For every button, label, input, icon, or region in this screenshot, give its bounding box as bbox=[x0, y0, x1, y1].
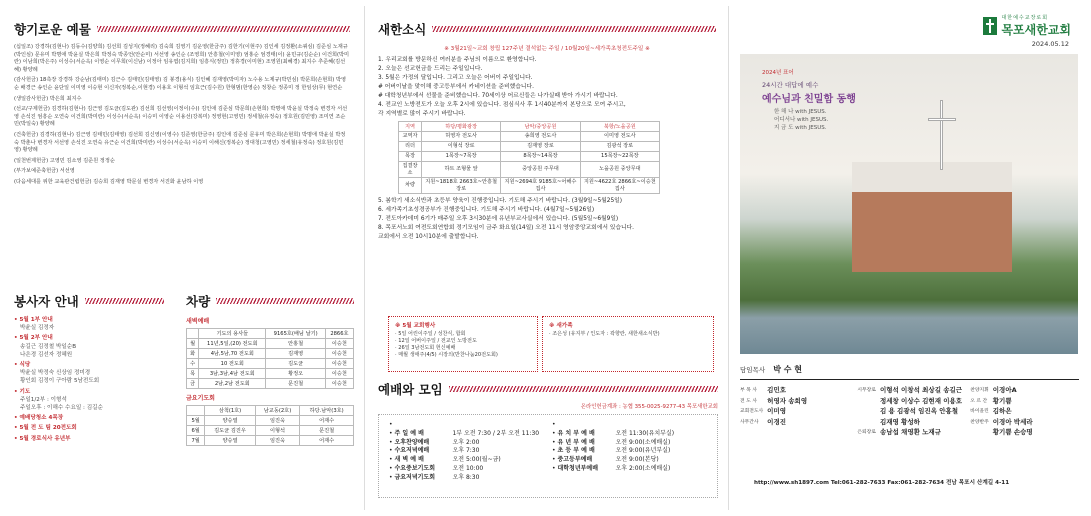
table-cell: 김도균 김진우 bbox=[205, 426, 255, 436]
table-cell: 김도균 bbox=[266, 359, 325, 369]
offerings-header bbox=[14, 20, 350, 38]
staff-role: 찬양반주 bbox=[970, 419, 989, 425]
table-header-cell: 2866호 bbox=[325, 329, 353, 339]
staff-role: 찬양지휘 bbox=[970, 388, 989, 393]
worship-time: 오전 9:00(본당) bbox=[615, 456, 659, 464]
title-stripe bbox=[432, 26, 716, 32]
volunteer-heading: • 식당 bbox=[14, 361, 164, 369]
news-item: # 대학청년부에서 선물을 준비했습니다. 70세이상 어르신들은 나가실때 받아 가시기 바랍니다. bbox=[378, 93, 618, 99]
volunteer-heading: • 예배당청소 4목장 bbox=[14, 414, 164, 422]
table-header-row bbox=[399, 122, 660, 132]
table-cell: 6월 bbox=[187, 426, 205, 436]
worship-item bbox=[552, 447, 707, 456]
table-row bbox=[187, 369, 354, 379]
staff-names: 이경진 bbox=[767, 417, 787, 426]
news-highlight: ※ 3월21일~교회 창립 127주년 결석없는 주일 / 10월20일~세가족초청전도주일 ※ bbox=[444, 46, 650, 52]
table-cell: 5월 bbox=[187, 416, 205, 426]
news-item: 2. 오늘은 선교헌금을 드리는 주일입니다. bbox=[378, 66, 483, 72]
staff-role: 교회전도사 bbox=[740, 409, 764, 414]
volunteers-section bbox=[14, 292, 164, 443]
news-item: 6. 세가족기초성경공부가 진행중입니다. 기도해 주시기 바랍니다. (4월7일~5월26일) bbox=[378, 207, 595, 213]
table-header-cell: 하당/평화광장 bbox=[421, 122, 500, 132]
staff-names: 김재영 황성하 bbox=[879, 417, 920, 426]
pastor-name: 박 수 현 bbox=[773, 365, 802, 374]
news-item: 4. 전교인 노방전도가 오늘 오후 2시에 있습니다. 점심식사 후 1시40분까지 본당으로 모여 주시고, bbox=[378, 102, 626, 108]
table-row bbox=[399, 142, 660, 152]
title-stripe bbox=[449, 386, 718, 392]
events-title: ※ 5월 교회행사 bbox=[395, 323, 436, 329]
divider bbox=[728, 6, 729, 510]
offerings-list bbox=[14, 44, 350, 187]
table-cell: 임진욱 bbox=[255, 436, 300, 446]
table-cell: 화 bbox=[187, 349, 199, 359]
table-cell: 이승천 bbox=[325, 339, 353, 349]
worship-name: 오후찬양예배 bbox=[394, 438, 430, 446]
table-cell: 김재영 bbox=[266, 349, 325, 359]
table-row bbox=[399, 152, 660, 162]
table-cell: 이승천 bbox=[325, 379, 353, 389]
table-row bbox=[187, 339, 354, 349]
table-cell: 이형석 장로 bbox=[421, 142, 500, 152]
table-cell: 문진철 bbox=[266, 379, 325, 389]
table-cell: 노을공원 중앙무대 bbox=[580, 162, 659, 178]
volunteer-heading: • 5월 경로식사 유년부 bbox=[14, 435, 164, 443]
church-name: 목포새한교회 bbox=[1001, 23, 1071, 37]
offering-entry: (일천번제헌금) 고영민 김소영 김준원 정정순 bbox=[14, 157, 115, 164]
table-cell: 교역자 bbox=[399, 132, 422, 142]
worship-right bbox=[552, 421, 707, 483]
table-row bbox=[187, 379, 354, 389]
staff-names: 김민호 bbox=[767, 386, 787, 394]
worship-time: 오후 2:00(소예배실) bbox=[615, 464, 671, 472]
table-cell: 7월 bbox=[187, 436, 205, 446]
table-cell: 하트 조형물 앞 bbox=[421, 162, 500, 178]
cross-tower bbox=[940, 100, 943, 170]
worship-name: 초 등 부 예 배 bbox=[557, 447, 595, 455]
dawn-vehicle-table bbox=[186, 328, 354, 389]
worship-item bbox=[389, 456, 544, 465]
table-header-cell: 삼척(1호) bbox=[205, 406, 255, 416]
table-cell: 문진철 bbox=[300, 426, 354, 436]
worship-time: 오후 8:30 bbox=[452, 473, 480, 481]
worship-time: 오후 7:30 bbox=[452, 447, 480, 455]
table-cell: 2남,2남 전도회 bbox=[199, 379, 266, 389]
table-cell: 8목장~14목장 bbox=[501, 152, 580, 162]
news-title: 새한소식 bbox=[378, 22, 427, 37]
staff-role: 바이올린 bbox=[970, 409, 989, 414]
church-building bbox=[852, 162, 1012, 272]
table-cell: 11년,5일,(20) 전도회 bbox=[199, 339, 266, 349]
staff-names: 이경아 박세라 bbox=[992, 417, 1033, 426]
volunteer-heading: • 5월 전 도 팀 20전도회 bbox=[14, 424, 164, 432]
table-header-cell: 남악/중앙공원 bbox=[501, 122, 580, 132]
offering-entry: (십일조) 강경하(김현나) 김동수(김양희) 김선희 김성지(정혜리) 김숙희 김영기 김운영(한금주) 김한기(이현주) 김인세 김정환(소쿼심) 김준심 노재규(박인심) 문유미 박명애 박윤실 박은희 박정숙 박종언(안순미) 서선영 송인순 (조영희) 안흥철(이미영) 엄홍순 엄경태(이) 윤민규(김순순) 이건희(박미란) 이남희(박은주) 이성수(서순옥) 이영순 이무희(이신남) 이정아 임유엽(김지희) 임흥식(정민) 정휴경(이미현) 조영원(최혜경) 최지수 추준혜(김선혜) 황양례 bbox=[14, 44, 350, 73]
table-cell: 1목장~7목장 bbox=[421, 152, 500, 162]
worship-time: 오전 10:00 bbox=[452, 464, 484, 472]
table-header-cell: 하당.남악(3호) bbox=[300, 406, 354, 416]
table-cell: 지원~4622호 2866호~이승천 집사 bbox=[580, 178, 659, 194]
table-header-cell: 기도의 용사들 bbox=[199, 329, 266, 339]
table-cell: 어재수 bbox=[300, 436, 354, 446]
worship-item bbox=[389, 430, 544, 439]
volunteers-list bbox=[14, 316, 164, 443]
motto-subline: 지 금 도 with JESUS. bbox=[774, 125, 827, 131]
table-cell: 4남,5남,70 전도회 bbox=[199, 349, 266, 359]
table-cell: 목장 bbox=[399, 152, 422, 162]
table-cell: 김재영 장로 bbox=[501, 142, 580, 152]
table-row bbox=[187, 436, 354, 446]
church-header bbox=[740, 14, 1079, 38]
cross-beam bbox=[928, 118, 956, 121]
volunteer-names: 송길근 김정철 박일순B bbox=[20, 343, 77, 350]
worship-grid bbox=[389, 421, 707, 483]
table-header-cell: 북항/노을공원 bbox=[580, 122, 659, 132]
motto-subline: 어디서나 with JESUS. bbox=[774, 117, 829, 123]
news-item: 5. 봄학기 새소식반과 초등부 양육이 진행중입니다. 기도해 주시기 바랍니다. (3월9일~5월25일) bbox=[378, 198, 623, 204]
volunteer-names: 주일1/2부 : 이형석 bbox=[20, 396, 67, 403]
table-cell: 어재수 bbox=[300, 416, 354, 426]
motto-label: 2024년 표어 bbox=[762, 70, 794, 76]
volunteers-header bbox=[14, 292, 164, 310]
table-cell: 양승열 bbox=[205, 436, 255, 446]
table-row bbox=[187, 426, 354, 436]
pastor-role: 담임목사 bbox=[740, 366, 766, 374]
news-item: 7. 전도아카데미 6기가 매주일 오후 3시30분에 유년부교사실에서 있습니다. (5월5일~6월9일) bbox=[378, 216, 619, 222]
volunteer-heading: • 기도 bbox=[14, 388, 164, 396]
news-item: 각 지역별로 많이 주시기 바랍니다. bbox=[378, 111, 466, 117]
worship-time: 오전 9:00(소예배실) bbox=[615, 438, 671, 446]
table-row bbox=[187, 349, 354, 359]
staff-role: 오 르 간 bbox=[970, 398, 988, 404]
worship-item bbox=[552, 465, 707, 474]
table-row bbox=[187, 416, 354, 426]
news-item: 1. 우리교회를 방문하신 여러분을 주님의 이름으로 환영합니다. bbox=[378, 57, 537, 63]
volunteer-names: 박윤실 김정자 bbox=[20, 325, 55, 332]
table-row bbox=[399, 162, 660, 178]
staff-role: 은퇴장로 bbox=[857, 430, 876, 435]
news-item: 교회에서 오전 10시10분에 출발합니다. bbox=[378, 234, 479, 240]
table-header-cell: 지역 bbox=[399, 122, 422, 132]
cover-column bbox=[730, 0, 1091, 516]
worship-name: 유 치 부 예 배 bbox=[557, 429, 595, 437]
staff-names: 이경아A bbox=[992, 386, 1017, 394]
motto-subline: 한 해 나 with JESUS. bbox=[774, 109, 827, 115]
staff-names: 정세창 이상수 김현재 이용호 bbox=[879, 396, 963, 405]
table-cell: 양승열 bbox=[205, 416, 255, 426]
volunteer-heading: • 5월 1부 안내 bbox=[14, 316, 164, 324]
volunteer-heading: • 5월 2부 안내 bbox=[14, 334, 164, 342]
news-header bbox=[378, 20, 716, 38]
table-header-row bbox=[187, 329, 354, 339]
worship-name: 대학청년부예배 bbox=[557, 464, 599, 472]
table-cell: 집결장소 bbox=[399, 162, 422, 178]
friday-vehicle-subtitle: 금요기도회 bbox=[186, 395, 215, 402]
worship-time: 오전 11:30(유치부실) bbox=[615, 429, 675, 437]
newcomers-box bbox=[542, 316, 714, 372]
staff-names: 김 용 김광석 임진옥 안홍철 bbox=[879, 407, 959, 415]
worship-item bbox=[552, 430, 707, 439]
table-cell: 차량 bbox=[399, 178, 422, 194]
table-header-cell: 남교동(2호) bbox=[255, 406, 300, 416]
volunteer-names: 주일오후 : 이해수 수요일 : 김길순 bbox=[20, 405, 103, 412]
footer-contact: http://www.sh1897.com Tel:061-282-7633 Fax:061-282-7634 전남 목포시 산계길 4-11 bbox=[754, 480, 1010, 486]
bulletin-date: 2024.05.12 bbox=[1031, 40, 1069, 48]
staff-names: 김하은 bbox=[992, 407, 1012, 415]
worship-section bbox=[378, 380, 718, 498]
news-item: 3. 5월은 가정의 달입니다. 그리고 오늘은 어버이 주일입니다. bbox=[378, 75, 533, 81]
staff-grid bbox=[740, 386, 1079, 437]
news-list-2 bbox=[378, 197, 716, 242]
church-photo bbox=[740, 54, 1078, 354]
volunteer-names: 황인회 김정이 구아람 5남전도회 bbox=[20, 378, 100, 385]
table-row bbox=[399, 178, 660, 194]
newcomers-title: ※ 새가족 bbox=[549, 323, 573, 329]
worship-name: 수요저녁예배 bbox=[394, 447, 430, 455]
table-cell: 안홍철 bbox=[266, 339, 325, 349]
worship-name: 중고등부예배 bbox=[557, 456, 593, 464]
table-header-cell bbox=[187, 406, 205, 416]
table-header-row bbox=[187, 406, 354, 416]
divider bbox=[364, 6, 365, 510]
table-cell: 황정오 bbox=[266, 369, 325, 379]
title-stripe bbox=[216, 298, 354, 304]
table-header-cell bbox=[187, 329, 199, 339]
table-cell: 3남,3남,4남 전도회 bbox=[199, 369, 266, 379]
staff-role: 전 도 사 bbox=[740, 398, 757, 404]
table-cell: 금 bbox=[187, 379, 199, 389]
motto-lines bbox=[774, 108, 828, 132]
table-cell: 이미영 전도사 bbox=[580, 132, 659, 142]
worship-name: 새 벽 예 배 bbox=[394, 456, 424, 464]
table-cell: 월 bbox=[187, 339, 199, 349]
event-line: · 12일 어버이주일 / 전교인 노방전도 bbox=[395, 338, 477, 344]
events-list bbox=[395, 331, 531, 359]
worship-name: 금요저녁기도회 bbox=[394, 473, 436, 481]
staff-role: 부 목 사 bbox=[740, 388, 757, 393]
worship-name: 유 년 부 예 배 bbox=[557, 438, 595, 446]
offering-entry: (다음세대를 위한 교육관건립헌금) 김승희 김재영 박문실 변경자 서진화 윤남하 이영 bbox=[14, 178, 204, 185]
table-cell: 송희영 전도사 bbox=[501, 132, 580, 142]
table-row bbox=[187, 359, 354, 369]
vehicle-title: 차량 bbox=[186, 294, 211, 309]
offerings-title: 향기로운 예물 bbox=[14, 22, 91, 37]
staff-role: 시무장로 bbox=[857, 388, 876, 393]
worship-name: 수요중보기도회 bbox=[394, 464, 436, 472]
table-cell: 리더 bbox=[399, 142, 422, 152]
offering-entry: (감사헌금) 18측장 강경하 강순남(김태미) 김근수 김태민(김태영) 김 봉경(용식) 김인혜 김재영(박미자) 노수용 노제규(박민심) 박문희(손현희) 박영순 배경근 송인순 윤단일 이미영 이승현 이신자(정복순,이현경) 이용호 이형석 임효근(김수원) 한형범(한영순) 정창순 정종미 정 한임상(무) 현연순 bbox=[14, 77, 346, 91]
vehicle-header bbox=[186, 292, 354, 310]
table-cell: 지원~2694호 9185호~어해수 집사 bbox=[501, 178, 580, 194]
table-cell: 이승천 bbox=[325, 369, 353, 379]
offering-entry: (부가보예준축헌금) 서선영 bbox=[14, 168, 75, 175]
volunteer-names: 나은경 김선자 정혜원 bbox=[20, 351, 73, 358]
table-header-cell: 9165호(배님 날기) bbox=[266, 329, 325, 339]
table-cell: 15목장~22목장 bbox=[580, 152, 659, 162]
worship-time: 1부 오전 7:30 / 2부 오전 11:30 bbox=[452, 429, 540, 437]
staff-role: 사무간사 bbox=[740, 419, 759, 425]
worship-item bbox=[389, 447, 544, 456]
dawn-vehicle-subtitle: 새벽예배 bbox=[186, 318, 210, 325]
table-row bbox=[399, 132, 660, 142]
offering-entry: (선교/구제헌금) 김경하(김현나) 김근영 김도균(김도관) 김선희 김선영(이정이(수)) 김인애 김준심 박문희(손현희) 박명애 박윤실 박정숙 변경자 서선영 손석진 엄흥순 오연숙 이건희(박미란) 이성수(서순옥) 이승미 이영순 이용선(강복미) 정영현(고영민) 정세철(유정숙) 정호원(김민영) 조미연 조순민(박일숙) 황양례 bbox=[14, 106, 348, 128]
table-cell: 김광석 장로 bbox=[580, 142, 659, 152]
staff-names: 이미영 bbox=[767, 407, 787, 415]
offering-entry: (건축헌금) 김경하(김현나) 김근영 김태민(김태영) 김선희 김신영(이영수) 김준영(한금주) 김인애 김준심 문유미 박은희(손현희) 박명애 박윤실 박정숙 박춘나 변경자 서선영 손석진 오연숙 유근순 이건희(박미란) 이성수(서순옥) 이승미 이해신(정복순) 정대청(고영민) 정세철(유정숙) 정호원(김민영) 황양례 bbox=[14, 131, 346, 154]
table-cell: 이형석 bbox=[255, 426, 300, 436]
worship-time: 오후 2:00 bbox=[452, 438, 480, 446]
worship-name: 주 일 예 배 bbox=[394, 429, 424, 437]
staff-names: 이형석 이창석 최상길 송길근 bbox=[879, 386, 963, 394]
volunteers-title: 봉사자 안내 bbox=[14, 294, 79, 309]
pastor-line bbox=[740, 364, 1079, 380]
table-cell: 허영자 전도사 bbox=[421, 132, 500, 142]
table-cell: 지원~1818호 2663호~안흥철 장로 bbox=[421, 178, 500, 194]
worship-item bbox=[389, 474, 544, 483]
table-cell: 수 bbox=[187, 359, 199, 369]
account-info: 온라인헌금계좌 : 농협 355-0025-9277-43 목포새한교회 bbox=[580, 404, 718, 410]
offering-entry: (생일감사헌금) 박은희 최지수 bbox=[14, 95, 82, 102]
table-cell: 임진욱 bbox=[255, 416, 300, 426]
worship-item bbox=[552, 456, 707, 465]
worship-title: 예배와 모임 bbox=[378, 382, 443, 397]
title-stripe bbox=[97, 26, 350, 32]
news-item: 8. 목포서노회 여전도회연합회 정기모임이 금주 화요일(14일) 오전 11시 영암중앙교회에서 있습니다. bbox=[378, 225, 635, 231]
event-line: · 매월 생애주(4/5) 시장의(반찬나눔20전도회) bbox=[395, 352, 498, 358]
table-cell: 이승천 bbox=[325, 359, 353, 369]
friday-vehicle-table bbox=[186, 405, 354, 446]
vehicle-section bbox=[186, 292, 354, 446]
staff-names: 허영자 송희영 bbox=[767, 396, 808, 405]
motto-line-1: 24시간 대답에 예수 bbox=[762, 81, 819, 89]
worship-item bbox=[389, 465, 544, 474]
worship-time: 오전 9:00(유년부실) bbox=[615, 447, 671, 455]
news-item: # 어버이날을 맞이해 중고등부에서 카네이션을 준비했습니다. bbox=[378, 84, 534, 90]
staff-names: 송남섭 채영환 노재규 bbox=[879, 428, 941, 436]
cross-logo-icon bbox=[983, 17, 997, 35]
church-name-block bbox=[1001, 14, 1071, 38]
staff-names: 황기쁨 bbox=[992, 396, 1012, 405]
denomination: 대한예수교장로회 bbox=[1001, 15, 1049, 21]
event-line: · 5일 어린이주일 / 성찬식, 합회 bbox=[395, 331, 466, 337]
evangelism-table bbox=[398, 121, 660, 194]
volunteer-names: 박윤실 박정숙 신상임 정미경 bbox=[20, 370, 91, 377]
title-stripe bbox=[85, 298, 164, 304]
event-line: · 26일 3남전도회 헌신예배 bbox=[395, 345, 456, 351]
table-cell: 이승천 bbox=[325, 349, 353, 359]
newcomer-line: · 조은성 (유지부 / 인도자 : 곽향란, 새한새소식반) bbox=[549, 331, 660, 337]
events-box bbox=[388, 316, 538, 372]
newcomers-list bbox=[549, 331, 707, 338]
news-list bbox=[378, 56, 716, 119]
table-cell: 10 전도회 bbox=[199, 359, 266, 369]
worship-time: 오전 5:00(월~금) bbox=[452, 456, 501, 464]
motto-line-2: 예수님과 친밀함 동행 bbox=[762, 94, 856, 105]
staff-names: 황기쁨 손승명 bbox=[992, 428, 1033, 436]
table-cell: 목 bbox=[187, 369, 199, 379]
worship-left bbox=[389, 421, 544, 483]
worship-header bbox=[378, 380, 718, 398]
table-cell: 중앙공원 주무대 bbox=[501, 162, 580, 178]
worship-box bbox=[378, 414, 718, 498]
